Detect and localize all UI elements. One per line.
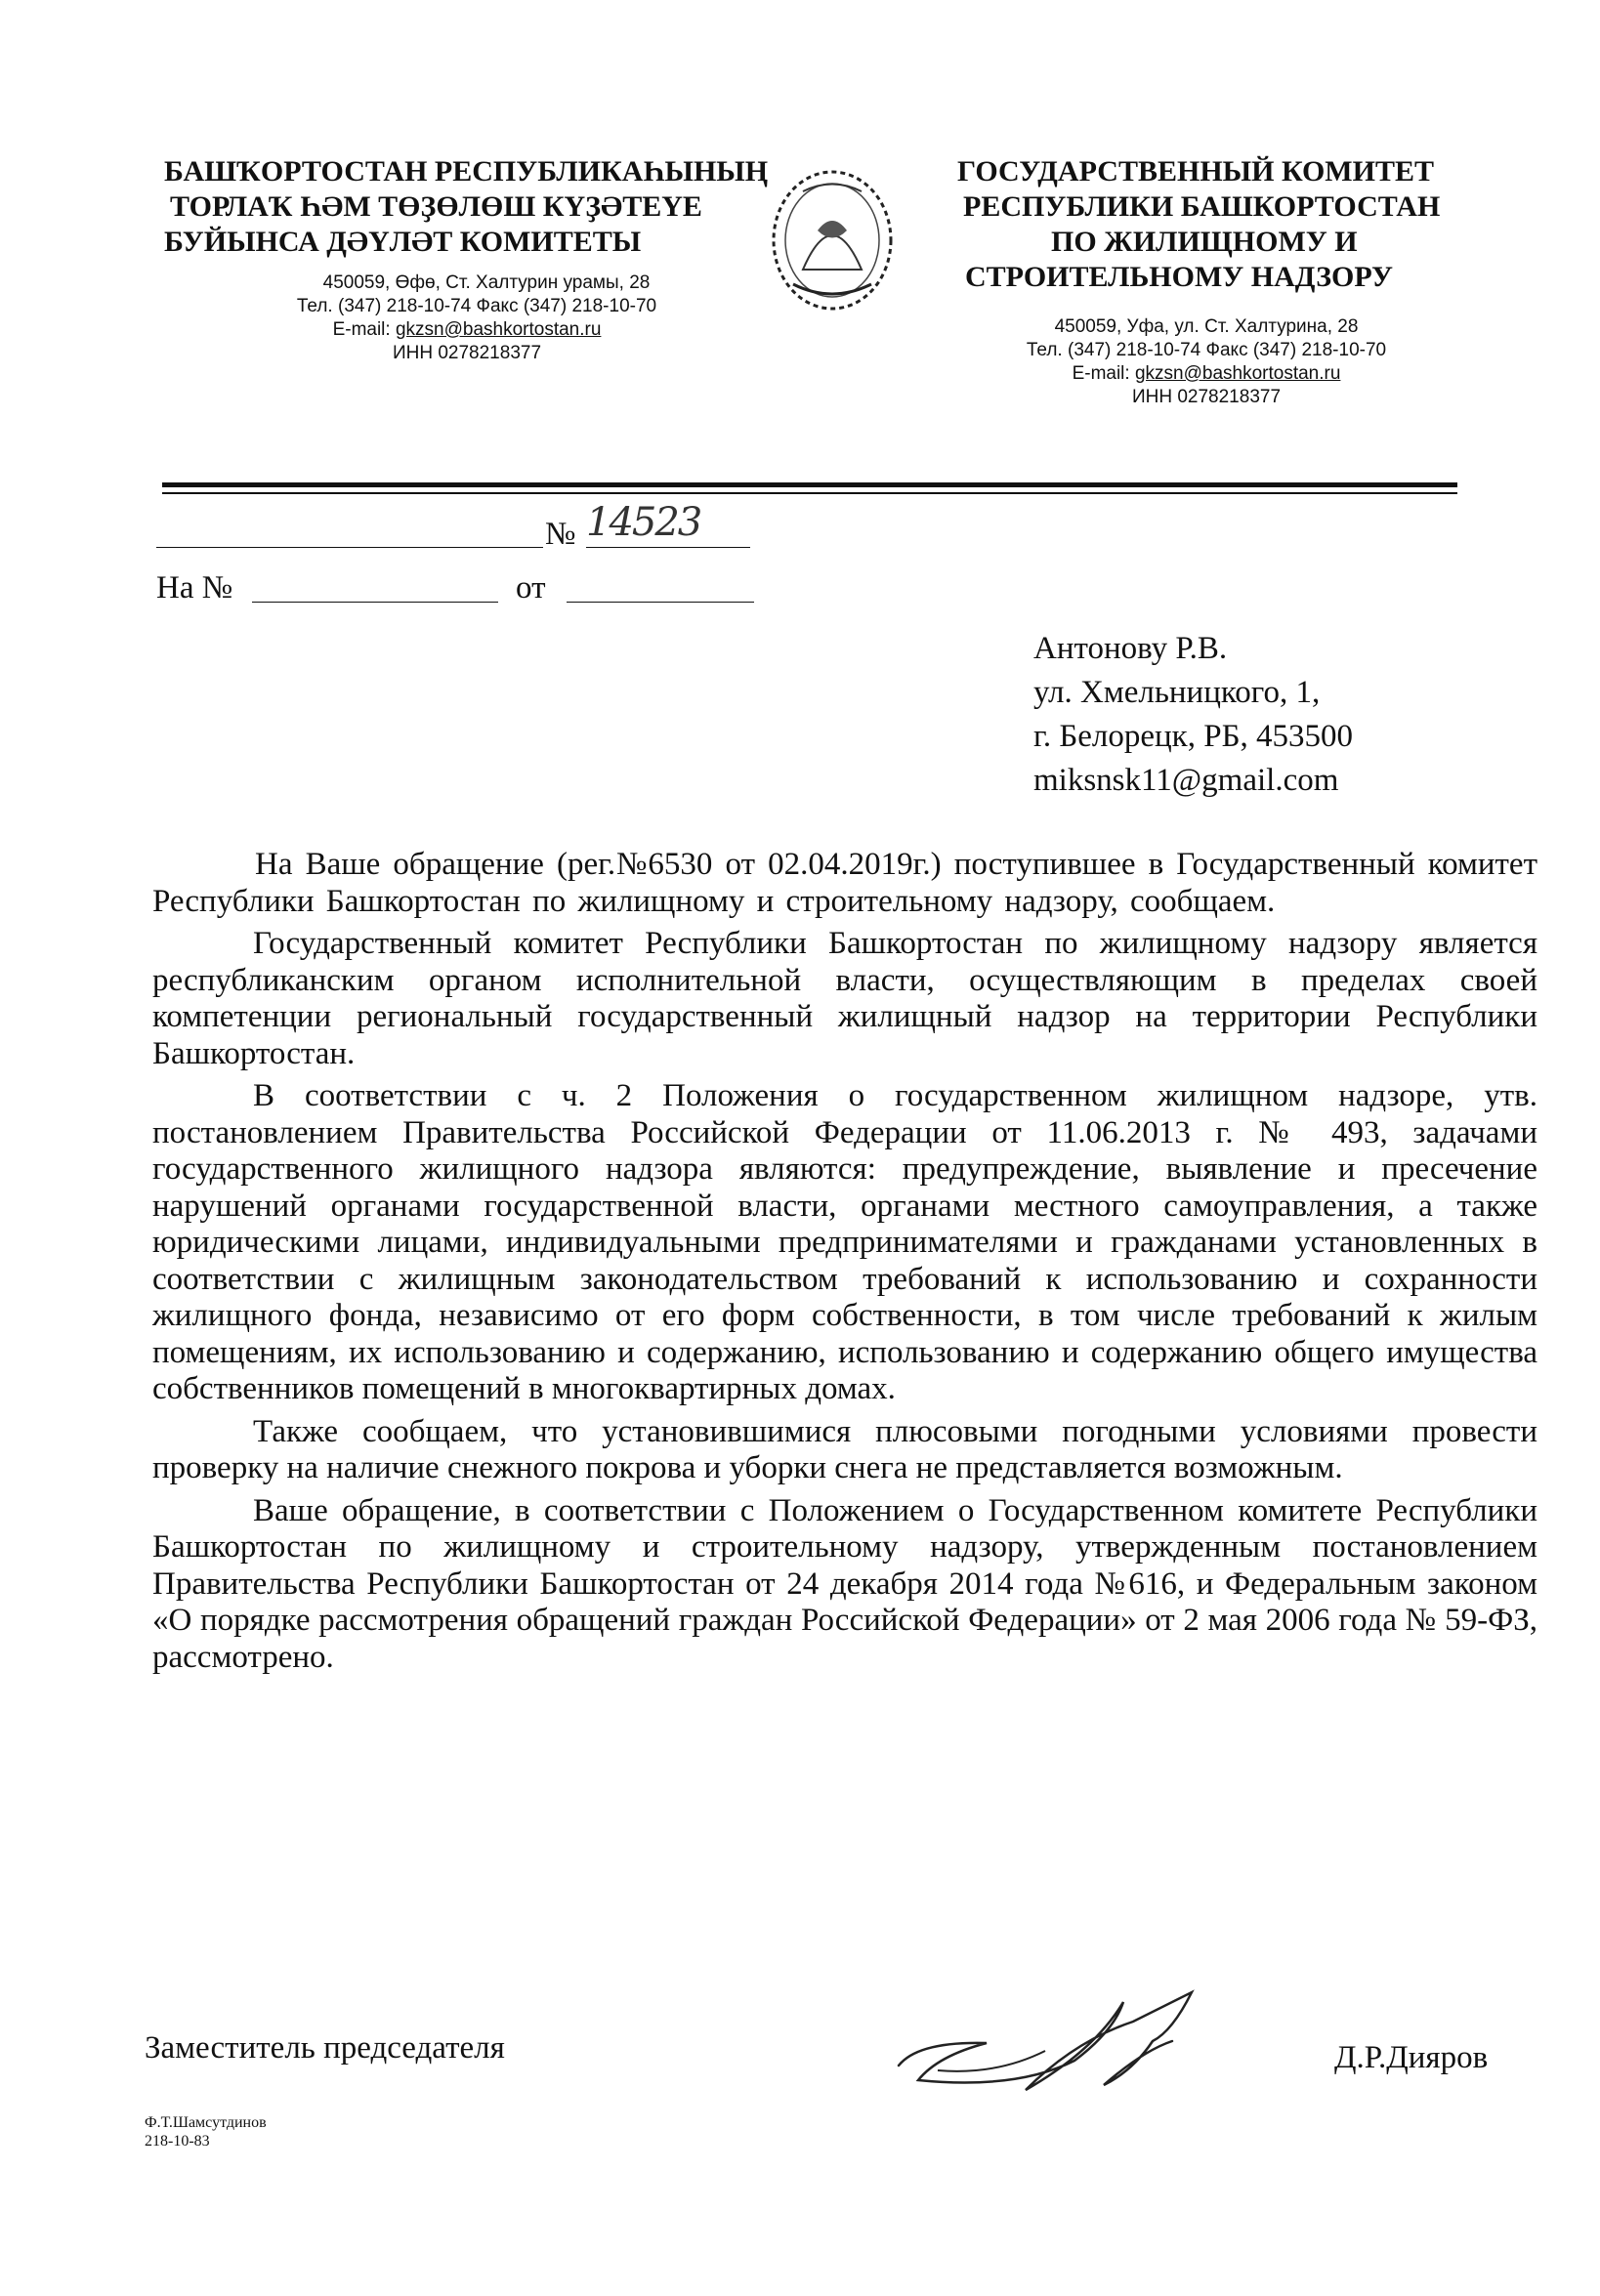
- header-left-email-label: E-mail:: [332, 319, 396, 340]
- reply-date-line: [567, 602, 754, 603]
- addressee: [1033, 627, 1353, 803]
- body-paragraph-4: Также сообщаем, что установившимися плюсовыми погодными условиями провести проверку на наличие снежного покрова и уборки снега не представляется возможным.: [152, 1413, 1537, 1485]
- header-right-phone: Тел. (347) 218-10-74 Факс (347) 218-10-70: [1026, 340, 1387, 360]
- addressee-city: г. Белорецк, РБ, 453500: [1033, 719, 1354, 754]
- body-paragraph-3: В соответствии с ч. 2 Положения о государственном жилищном надзоре, утв. постановлением Правительства Российской Федерации от 11.06.2013 г. № 493, задачами государственного жилищного надзора являются: предупреждение, выявление и пресечение нарушений органами государственной власти, органами местного самоуправления, а также юридическими лицами, индивидуальными предпринимателями и гражданами установленных в соответствии с жилищным законодательством требований к использованию и сохранности жилищного фонда, независимо от его форм собственности, в том числе требований к жилым помещениям, их использованию и содержанию, использованию и содержанию общего имущества собственников помещений в многоквартирных домах.: [152, 1078, 1537, 1406]
- header-right-email[interactable]: gkzsn@bashkortostan.ru: [1134, 363, 1341, 384]
- header-right-email-line: [967, 362, 1446, 386]
- footer-phone: 218-10-83: [145, 2133, 210, 2150]
- header-right: [957, 154, 1465, 295]
- footer: [145, 2113, 267, 2150]
- signature-name: Д.Р.Дияров: [1334, 2040, 1489, 2075]
- header-right-title-1: ГОСУДАРСТВЕННЫЙ КОМИТЕТ: [957, 155, 1434, 188]
- letter-body: [152, 847, 1537, 1676]
- body-paragraph-5: Ваше обращение, в соответствии с Положением о Государственном комитете Республики Башкортостан по жилищному и строительному надзору, утвержденным постановлением Правительства Республики Башкортостан от 24 декабря 2014 года №616, и Федеральным законом «О порядке рассмотрения обращений граждан Российской Федерации» от 2 мая 2006 года № 59-ФЗ, рассмотрено.: [152, 1492, 1537, 1675]
- outgoing-number-label: №: [545, 517, 576, 552]
- header-rule-thin: [162, 492, 1457, 494]
- outgoing-number-handwritten: 14523: [586, 500, 701, 545]
- outgoing-number-line: [586, 547, 750, 548]
- header-right-title-3: ПО ЖИЛИЩНОМУ И: [1051, 226, 1358, 258]
- outgoing-date-line: [156, 547, 543, 548]
- header-left-title-2: ТОРЛАҠ ҺӘМ ТӨҘӨЛӨШ КҮҘӘТЕҮЕ: [170, 190, 702, 223]
- header-left: [164, 154, 769, 260]
- addressee-email: miksnsk11@gmail.com: [1033, 763, 1339, 798]
- header-left-address: 450059, Өфө, Ст. Халтурин урамы, 28: [322, 272, 651, 293]
- body-paragraph-2: Государственный комитет Республики Башкортостан по жилищному надзору является республиканским органом исполнительной власти, осуществляющим в пределах своей компетенции региональный государственный жилищный надзор на территории Республики Башкортостан.: [152, 926, 1537, 1071]
- reply-number-line: [252, 602, 498, 603]
- header-right-title-4: СТРОИТЕЛЬНОМУ НАДЗОРУ: [965, 261, 1393, 293]
- emblem-icon: [764, 162, 901, 318]
- header-rule-thick: [162, 482, 1457, 487]
- reply-from-label: от: [516, 570, 546, 605]
- header-right-info: [967, 315, 1446, 409]
- handwritten-signature: [879, 1983, 1231, 2100]
- body-paragraph-1: На Ваше обращение (рег.№6530 от 02.04.2019г.) поступившее в Государственный комитет Республики Башкортостан по жилищному и строительному надзору, сообщаем.: [152, 847, 1537, 919]
- header-left-email-line: [164, 318, 770, 342]
- header-right-email-label: E-mail:: [1072, 363, 1135, 384]
- header-right-title-2: РЕСПУБЛИКИ БАШКОРТОСТАН: [963, 190, 1441, 223]
- header-left-title-3: БУЙЫНСА ДӘҮЛӘТ КОМИТЕТЫ: [164, 226, 642, 258]
- reply-number-label: На №: [156, 570, 233, 605]
- footer-executor: Ф.Т.Шамсутдинов: [145, 2114, 267, 2131]
- header-left-phone: Тел. (347) 218-10-74 Факс (347) 218-10-70: [296, 296, 657, 316]
- header-left-inn: ИНН 0278218377: [392, 343, 542, 363]
- header-left-email[interactable]: gkzsn@bashkortostan.ru: [395, 319, 602, 340]
- header-left-info: [164, 271, 770, 365]
- addressee-street: ул. Хмельницкого, 1,: [1033, 675, 1321, 710]
- header-right-inn: ИНН 0278218377: [1131, 387, 1282, 407]
- header-right-address: 450059, Уфа, ул. Ст. Халтурина, 28: [1054, 316, 1359, 337]
- signature-position: Заместитель председателя: [145, 2030, 505, 2066]
- addressee-name: Антонову Р.В.: [1033, 631, 1228, 666]
- header-left-title-1: БАШҠОРТОСТАН РЕСПУБЛИКАҺЫНЫҢ: [164, 155, 769, 188]
